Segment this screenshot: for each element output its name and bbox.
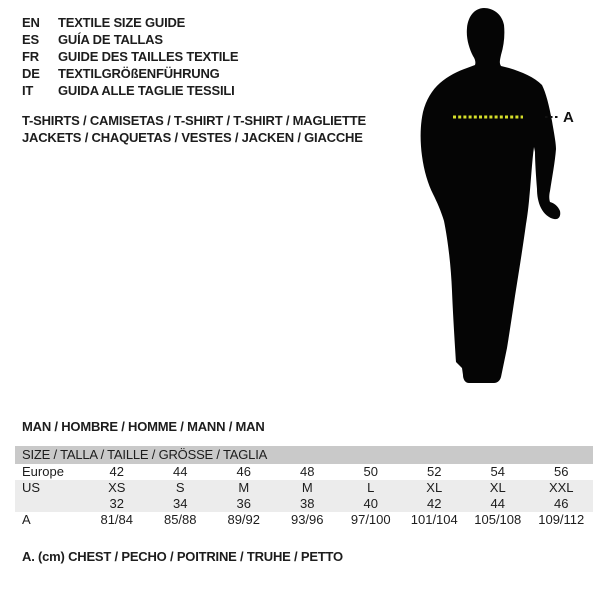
size-cell: XL <box>489 480 506 495</box>
size-cell: M <box>301 480 313 495</box>
size-table <box>15 446 593 528</box>
language-row <box>22 65 238 82</box>
measure-label-a: A <box>563 109 574 126</box>
language-label: GUIDA ALLE TAGLIE TESSILI <box>58 83 235 98</box>
size-table-header: SIZE / TALLA / TAILLE / GRÖSSE / TAGLIA <box>15 446 593 464</box>
language-code: ES <box>22 32 39 47</box>
size-cell: 42 <box>109 464 124 479</box>
language-row <box>22 14 238 31</box>
size-cell: L <box>367 480 375 495</box>
measurement-legend: A. (cm) CHEST / PECHO / POITRINE / TRUHE / PETTO <box>22 549 343 564</box>
size-cell: 44 <box>490 496 505 511</box>
size-cell: 36 <box>236 496 251 511</box>
size-cell: 34 <box>173 496 188 511</box>
language-code: EN <box>22 15 40 30</box>
size-cell: M <box>238 480 250 495</box>
size-cell: 52 <box>427 464 442 479</box>
table-row-chest-cm <box>15 512 593 528</box>
silhouette-shape <box>421 8 561 383</box>
size-cell: 93/96 <box>290 512 324 527</box>
size-cell: 89/92 <box>227 512 261 527</box>
man-silhouette <box>405 5 580 390</box>
row-label: US <box>22 480 41 495</box>
size-cell: 101/104 <box>410 512 458 527</box>
category-list <box>22 112 366 146</box>
category-line-tshirts: T-SHIRTS / CAMISETAS / T-SHIRT / T-SHIRT / MAGLIETTE <box>22 113 366 128</box>
size-cell: XS <box>108 480 126 495</box>
language-label: GUÍA DE TALLAS <box>58 32 163 47</box>
size-cell: 42 <box>427 496 442 511</box>
language-code: IT <box>22 83 34 98</box>
table-row-europe <box>15 464 593 480</box>
size-cell: 50 <box>363 464 378 479</box>
language-code: DE <box>22 66 40 81</box>
table-row-us-numeric <box>15 496 593 512</box>
language-code: FR <box>22 49 39 64</box>
language-row <box>22 31 238 48</box>
size-cell: 32 <box>109 496 124 511</box>
category-line-jackets: JACKETS / CHAQUETAS / VESTES / JACKEN / GIACCHE <box>22 130 363 145</box>
size-cell: 85/88 <box>163 512 197 527</box>
row-label: A <box>22 512 31 527</box>
size-cell: XL <box>426 480 443 495</box>
language-list <box>22 14 238 99</box>
size-cell: 56 <box>554 464 569 479</box>
language-label: GUIDE DES TAILLES TEXTILE <box>58 49 239 64</box>
size-cell: 105/108 <box>474 512 522 527</box>
size-cell: 48 <box>300 464 315 479</box>
table-row-us-letters <box>15 480 593 496</box>
size-cell: 46 <box>236 464 251 479</box>
language-row <box>22 48 238 65</box>
size-cell: 54 <box>490 464 505 479</box>
size-cell: 46 <box>554 496 569 511</box>
size-cell: 40 <box>363 496 378 511</box>
size-cell: 81/84 <box>100 512 134 527</box>
size-cell: S <box>175 480 185 495</box>
size-cell: 44 <box>173 464 188 479</box>
size-cell: 97/100 <box>350 512 391 527</box>
section-title-man: MAN / HOMBRE / HOMME / MANN / MAN <box>22 419 265 434</box>
size-cell: 109/112 <box>538 512 585 527</box>
language-row <box>22 82 238 99</box>
language-label: TEXTILGRÖßENFÜHRUNG <box>58 66 220 81</box>
size-cell: 38 <box>300 496 315 511</box>
language-label: TEXTILE SIZE GUIDE <box>58 15 186 30</box>
row-label: Europe <box>22 464 64 479</box>
size-cell: XXL <box>548 480 574 495</box>
